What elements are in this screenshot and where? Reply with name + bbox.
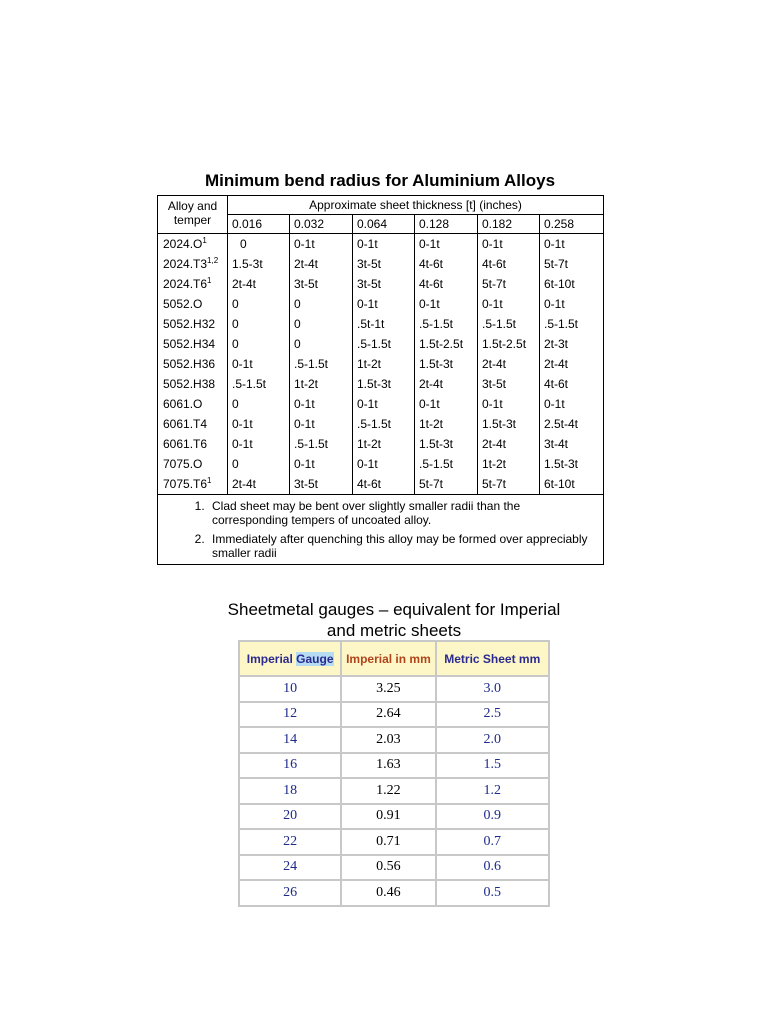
alloy-name: 6061.T4 (163, 417, 208, 431)
bend-table-row (158, 434, 604, 454)
bend-radius-cell: 4t-6t (478, 254, 540, 274)
bend-radius-cell: 1.5t-3t (415, 434, 478, 454)
bend-table-row (158, 374, 604, 394)
gauge-table-row (240, 703, 548, 727)
bend-table-body (158, 234, 604, 495)
footnote-marker: 1 (202, 236, 207, 245)
bend-radius-cell: 1.5t-2.5t (478, 334, 540, 354)
bend-radius-cell: 2.5t-4t (540, 414, 604, 434)
bend-radius-cell: 5t-7t (478, 274, 540, 294)
alloy-name: 2024.T6 (163, 277, 208, 291)
bend-table-row (158, 294, 604, 314)
gauge-table-row (240, 805, 548, 829)
alloy-temper-cell (158, 274, 228, 294)
thickness-column-header: 0.258 (540, 215, 604, 234)
bend-radius-cell: 1t-2t (478, 454, 540, 474)
bend-radius-cell: 2t-4t (478, 354, 540, 374)
thickness-column-header: 0.128 (415, 215, 478, 234)
bend-radius-cell: 6t-10t (540, 474, 604, 495)
bend-radius-cell: 2t-4t (290, 254, 353, 274)
bend-radius-cell: 0 (228, 334, 290, 354)
imperial-mm-cell: 0.71 (342, 830, 434, 854)
alloy-name: 2024.O (163, 237, 203, 251)
alloy-name: 5052.H38 (163, 377, 216, 391)
bend-radius-cell: 1.5t-3t (478, 414, 540, 434)
imperial-mm-cell: 0.91 (342, 805, 434, 829)
bend-radius-cell: 3t-5t (353, 274, 415, 294)
bend-radius-cell: 0-1t (478, 294, 540, 314)
alloy-name: 5052.H32 (163, 317, 216, 331)
gauge-table-row (240, 856, 548, 880)
alloy-temper-cell (158, 414, 228, 434)
bend-radius-cell: 0-1t (415, 394, 478, 414)
bend-radius-cell: .5-1.5t (415, 454, 478, 474)
bend-header-row (158, 196, 604, 215)
imperial-mm-cell: 2.64 (342, 703, 434, 727)
bend-radius-cell: .5-1.5t (540, 314, 604, 334)
bend-table-row (158, 254, 604, 274)
bend-table-row (158, 314, 604, 334)
gauge-table-row (240, 754, 548, 778)
gauge-table-row (240, 779, 548, 803)
bend-radius-cell: 2t-4t (228, 274, 290, 294)
bend-radius-cell: 0 (228, 294, 290, 314)
metric-sheet-cell: 0.9 (437, 805, 548, 829)
bend-radius-cell: 0-1t (353, 394, 415, 414)
alloy-temper-cell (158, 394, 228, 414)
bend-radius-cell: 2t-4t (478, 434, 540, 454)
bend-radius-cell: 3t-5t (290, 274, 353, 294)
alloy-temper-header: Alloy and temper (158, 196, 228, 234)
imperial-mm-header: Imperial in mm (342, 642, 434, 675)
bend-radius-cell: 0-1t (540, 294, 604, 314)
footnote-marker: 1,2 (207, 256, 219, 265)
alloy-temper-cell (158, 474, 228, 495)
bend-radius-cell: 0-1t (540, 234, 604, 255)
metric-sheet-cell: 3.0 (437, 677, 548, 701)
bend-radius-cell: 2t-4t (415, 374, 478, 394)
footnotes-list (186, 499, 595, 560)
gauge-table-body (240, 677, 548, 905)
thickness-column-header: 0.032 (290, 215, 353, 234)
bend-radius-cell: 0-1t (290, 394, 353, 414)
imperial-gauge-cell: 14 (240, 728, 340, 752)
bend-radius-cell: 0 (290, 334, 353, 354)
bend-radius-cell: 1t-2t (415, 414, 478, 434)
bend-radius-cell: 0 (290, 314, 353, 334)
footnote-item: 1. Clad sheet may be bent over slightly smaller radii than the corresponding tempers of uncoated alloy. (208, 499, 595, 527)
bend-radius-cell: 0-1t (478, 394, 540, 414)
bend-radius-cell: 1t-2t (290, 374, 353, 394)
metric-sheet-cell: 0.7 (437, 830, 548, 854)
bend-radius-cell: 0-1t (228, 414, 290, 434)
bend-radius-cell: 5t-7t (415, 474, 478, 495)
bend-radius-cell: 4t-6t (353, 474, 415, 495)
alloy-name: 6061.O (163, 397, 203, 411)
imperial-gauge-cell: 18 (240, 779, 340, 803)
alloy-temper-cell (158, 454, 228, 474)
bend-radius-cell: 0-1t (353, 234, 415, 255)
bend-radius-cell: 0-1t (290, 234, 353, 255)
alloy-temper-cell (158, 434, 228, 454)
alloy-temper-cell (158, 374, 228, 394)
bend-radius-cell: 0-1t (353, 294, 415, 314)
bend-radius-cell: 0 (228, 234, 290, 255)
bend-radius-cell: 0-1t (290, 414, 353, 434)
bend-table-row (158, 234, 604, 255)
alloy-temper-cell (158, 234, 228, 255)
alloy-temper-cell (158, 354, 228, 374)
alloy-name: 5052.H34 (163, 337, 216, 351)
alloy-name: 5052.H36 (163, 357, 216, 371)
metric-sheet-cell: 0.6 (437, 856, 548, 880)
bend-radius-cell: 3t-5t (478, 374, 540, 394)
bend-radius-cell: 3t-5t (353, 254, 415, 274)
notes-row (158, 495, 604, 565)
bend-radius-cell: 4t-6t (540, 374, 604, 394)
bend-radius-cell: 1.5-3t (228, 254, 290, 274)
footnote-item: 2. Immediately after quenching this alloy may be formed over appreciably smaller radii (208, 532, 595, 560)
gauge-title-line: Sheetmetal gauges – equivalent for Imperial (227, 600, 561, 619)
imperial-gauge-cell: 16 (240, 754, 340, 778)
bend-radius-cell: 0-1t (353, 454, 415, 474)
bend-radius-cell: 0 (228, 454, 290, 474)
bend-radius-cell: 0-1t (478, 234, 540, 255)
alloy-name: 7075.O (163, 457, 203, 471)
imperial-gauge-header-prefix: Imperial (246, 651, 297, 666)
gauge-table-row (240, 677, 548, 701)
bend-radius-cell: 3t-4t (540, 434, 604, 454)
gauge-table-row (240, 881, 548, 905)
bend-radius-cell: 0 (228, 314, 290, 334)
bend-table-row (158, 394, 604, 414)
bend-table-row (158, 354, 604, 374)
alloy-name: 2024.T3 (163, 257, 208, 271)
gauge-table-row (240, 830, 548, 854)
imperial-mm-cell: 2.03 (342, 728, 434, 752)
alloy-name: 5052.O (163, 297, 203, 311)
bend-radius-cell: 0-1t (540, 394, 604, 414)
alloy-temper-cell (158, 314, 228, 334)
footnotes-cell (158, 495, 604, 565)
bend-radius-cell: 2t-3t (540, 334, 604, 354)
alloy-name: 7075.T6 (163, 477, 208, 491)
bend-radius-cell: 0-1t (228, 434, 290, 454)
bend-radius-cell: .5-1.5t (290, 434, 353, 454)
bend-table-title: Minimum bend radius for Aluminium Alloys (204, 171, 556, 190)
footnote-marker: 1 (207, 476, 212, 485)
thickness-header: Approximate sheet thickness [t] (inches) (228, 196, 604, 215)
thickness-column-header: 0.182 (478, 215, 540, 234)
bend-radius-cell: .5-1.5t (353, 414, 415, 434)
alloy-temper-cell (158, 294, 228, 314)
metric-sheet-header: Metric Sheet mm (437, 642, 548, 675)
alloy-temper-cell (158, 254, 228, 274)
gauge-table (238, 640, 550, 907)
gauge-table-title (200, 599, 588, 641)
bend-table-row (158, 474, 604, 495)
bend-radius-cell: 4t-6t (415, 274, 478, 294)
bend-table-row (158, 274, 604, 294)
bend-radius-cell: 1.5t-2.5t (415, 334, 478, 354)
imperial-gauge-cell: 20 (240, 805, 340, 829)
bend-radius-cell: 0 (290, 294, 353, 314)
bend-radius-cell: .5t-1t (353, 314, 415, 334)
metric-sheet-cell: 1.5 (437, 754, 548, 778)
imperial-gauge-cell: 26 (240, 881, 340, 905)
bend-radius-cell: 0-1t (415, 294, 478, 314)
highlighted-gauge-word: Gauge (296, 651, 334, 666)
bend-radius-cell: 2t-4t (540, 354, 604, 374)
gauge-title-line: and metric sheets (326, 621, 462, 640)
bend-radius-cell: 4t-6t (415, 254, 478, 274)
imperial-gauge-cell: 22 (240, 830, 340, 854)
thickness-column-header: 0.016 (228, 215, 290, 234)
bend-table-row (158, 414, 604, 434)
bend-radius-cell: 2t-4t (228, 474, 290, 495)
imperial-mm-cell: 0.46 (342, 881, 434, 905)
imperial-gauge-cell: 12 (240, 703, 340, 727)
alloy-name: 6061.T6 (163, 437, 208, 451)
gauge-header-row (240, 642, 548, 675)
imperial-mm-cell: 3.25 (342, 677, 434, 701)
bend-radius-cell: 6t-10t (540, 274, 604, 294)
bend-table-row (158, 334, 604, 354)
thickness-column-header: 0.064 (353, 215, 415, 234)
bend-radius-cell: 1.5t-3t (353, 374, 415, 394)
bend-radius-cell: .5-1.5t (290, 354, 353, 374)
bend-radius-cell: .5-1.5t (228, 374, 290, 394)
bend-radius-cell: 3t-5t (290, 474, 353, 495)
imperial-mm-cell: 1.63 (342, 754, 434, 778)
metric-sheet-cell: 2.5 (437, 703, 548, 727)
bend-radius-cell: 0-1t (415, 234, 478, 255)
bend-radius-cell: 5t-7t (478, 474, 540, 495)
imperial-gauge-header (240, 642, 340, 675)
bend-radius-cell: 1.5t-3t (540, 454, 604, 474)
metric-sheet-cell: 0.5 (437, 881, 548, 905)
imperial-gauge-cell: 10 (240, 677, 340, 701)
imperial-mm-cell: 1.22 (342, 779, 434, 803)
bend-radius-cell: 1t-2t (353, 434, 415, 454)
imperial-gauge-cell: 24 (240, 856, 340, 880)
gauge-table-row (240, 728, 548, 752)
metric-sheet-cell: 2.0 (437, 728, 548, 752)
bend-radius-cell: 1t-2t (353, 354, 415, 374)
bend-radius-cell: 1.5t-3t (415, 354, 478, 374)
bend-radius-cell: .5-1.5t (415, 314, 478, 334)
bend-radius-cell: 0-1t (228, 354, 290, 374)
alloy-temper-cell (158, 334, 228, 354)
footnote-marker: 1 (207, 276, 212, 285)
bend-radius-cell: 0-1t (290, 454, 353, 474)
bend-table-row (158, 454, 604, 474)
bend-radius-cell: 5t-7t (540, 254, 604, 274)
bend-radius-cell: 0 (228, 394, 290, 414)
bend-radius-cell: .5-1.5t (353, 334, 415, 354)
metric-sheet-cell: 1.2 (437, 779, 548, 803)
bend-radius-cell: .5-1.5t (478, 314, 540, 334)
bend-radius-table (157, 195, 604, 565)
imperial-mm-cell: 0.56 (342, 856, 434, 880)
